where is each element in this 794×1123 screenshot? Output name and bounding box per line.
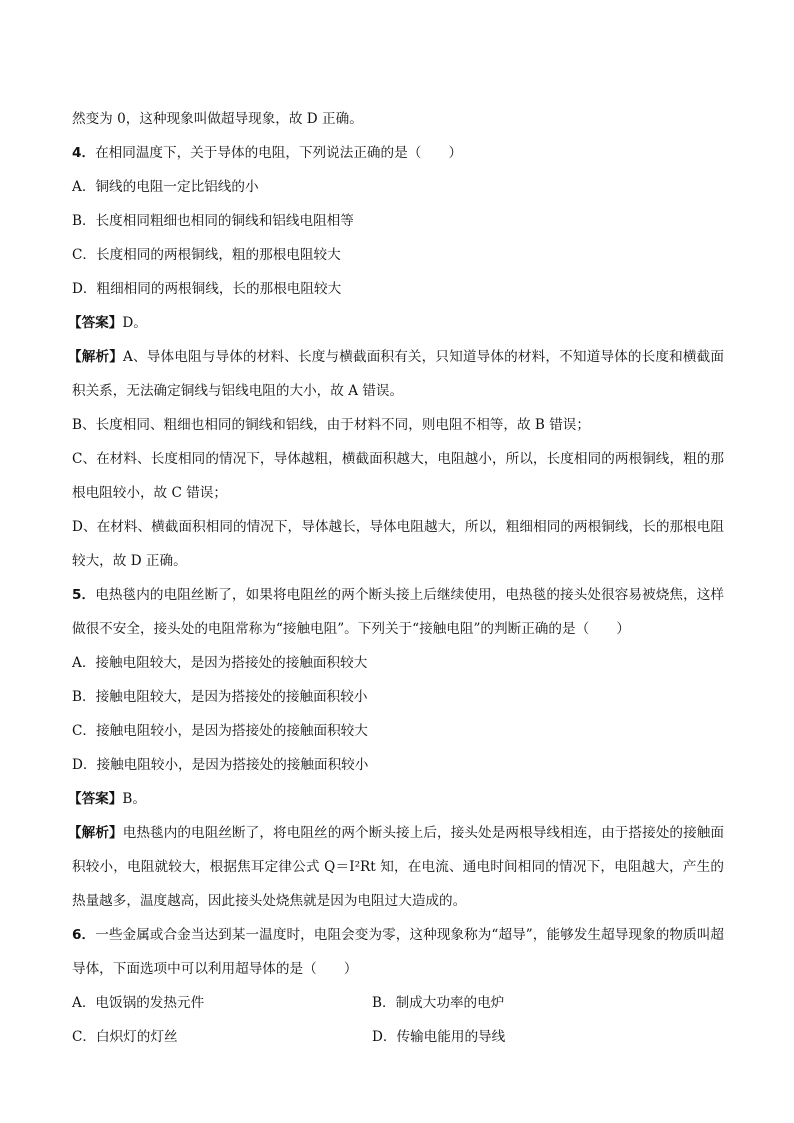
question-4-analysis-a: [68, 340, 724, 408]
question-5-option-b: B．接触电阻较大，是因为搭接处的接触面积较小: [72, 689, 368, 705]
answer-value: D。: [122, 315, 147, 331]
question-5-number: 5．: [72, 587, 96, 603]
question-5-option-d: D．接触电阻较小，是因为搭接处的接触面积较小: [72, 757, 369, 773]
question-4-answer: [68, 306, 724, 340]
answer-tag: 【答案】: [68, 315, 123, 331]
question-4-analysis-d: D、在材料、横截面积相同的情况下，导体越长，导体电阻越大，所以，粗细相同的两根铜线，长的那根电阻较大，故 D 正确。: [72, 519, 724, 569]
continuation-line: 然变为 0，这种现象叫做超导现象，故 D 正确。: [72, 111, 363, 127]
question-6-option-c: C．白炽灯的灯丝: [72, 1029, 178, 1045]
question-6-number: 6．: [72, 927, 96, 943]
answer-value: B。: [122, 791, 146, 807]
analysis-tag: 【解析】: [68, 825, 123, 841]
analysis-tag: 【解析】: [68, 349, 123, 365]
question-5-option-a: A．接触电阻较大，是因为搭接处的接触面积较大: [72, 655, 368, 671]
question-6-option-d: D．传输电能用的导线: [372, 1029, 506, 1045]
question-5-analysis: [68, 816, 725, 918]
question-4-analysis-c: C、在材料、长度相同的情况下，导体越粗，横截面积越大，电阻越小，所以，长度相同的两根铜线，粗的那根电阻较小，故 C 错误；: [72, 451, 724, 501]
question-6-text: 一些金属或合金当达到某一温度时，电阻会变为零，这种现象称为“超导”，能够发生超导现象的物质叫超导体，下面选项中可以利用超导体的是（ ）: [72, 927, 724, 977]
question-6-option-b: B．制成大功率的电炉: [372, 995, 505, 1011]
document-page: [68, 102, 725, 1054]
question-4-number: 4．: [72, 145, 96, 161]
question-4-option-d: D．粗细相同的两根铜线，长的那根电阻较大: [72, 281, 342, 297]
question-6-options-row-1: [72, 986, 724, 1020]
question-6-options-row-2: [72, 1020, 724, 1054]
question-4-text: 在相同温度下，关于导体的电阻，下列说法正确的是（ ）: [95, 145, 463, 161]
question-4-option-b: B．长度相同粗细也相同的铜线和铝线电阻相等: [72, 213, 354, 229]
question-5-option-c: C．接触电阻较小，是因为搭接处的接触面积较大: [72, 723, 368, 739]
question-4-option-c: C．长度相同的两根铜线，粗的那根电阻较大: [72, 247, 341, 263]
question-4-stem: [72, 136, 724, 170]
answer-tag: 【答案】: [68, 791, 123, 807]
analysis-text: A、导体电阻与导体的材料、长度与横截面积有关，只知道导体的材料，不知道导体的长度和横截面积关系，无法确定铜线与铝线电阻的大小，故 A 错误。: [72, 349, 724, 399]
analysis-text: 电热毯内的电阻丝断了，将电阻丝的两个断头接上后，接头处是两根导线相连，由于搭接处的接触面积较小，电阻就较大，根据焦耳定律公式 Q＝I²Rt 知，在电流、通电时间相同的情况下，电阻越大，产生的热量越多，温度越高，因此接头处烧焦就是因为电阻过大造成的。: [72, 825, 725, 909]
question-5-answer: [68, 782, 724, 816]
question-5-text: 电热毯内的电阻丝断了，如果将电阻丝的两个断头接上后继续使用，电热毯的接头处很容易被烧焦，这样做很不安全，接头处的电阻常称为“接触电阻”。下列关于“接触电阻”的判断正确的是（ ）: [72, 587, 724, 637]
question-4-analysis-b: B、长度相同、粗细也相同的铜线和铝线，由于材料不同，则电阻不相等，故 B 错误；: [72, 417, 590, 433]
question-6-stem: [72, 918, 724, 986]
question-4-option-a: A．铜线的电阻一定比铝线的小: [72, 179, 259, 195]
question-6-option-a: A．电饭锅的发热元件: [72, 995, 205, 1011]
question-5-stem: [72, 578, 724, 646]
